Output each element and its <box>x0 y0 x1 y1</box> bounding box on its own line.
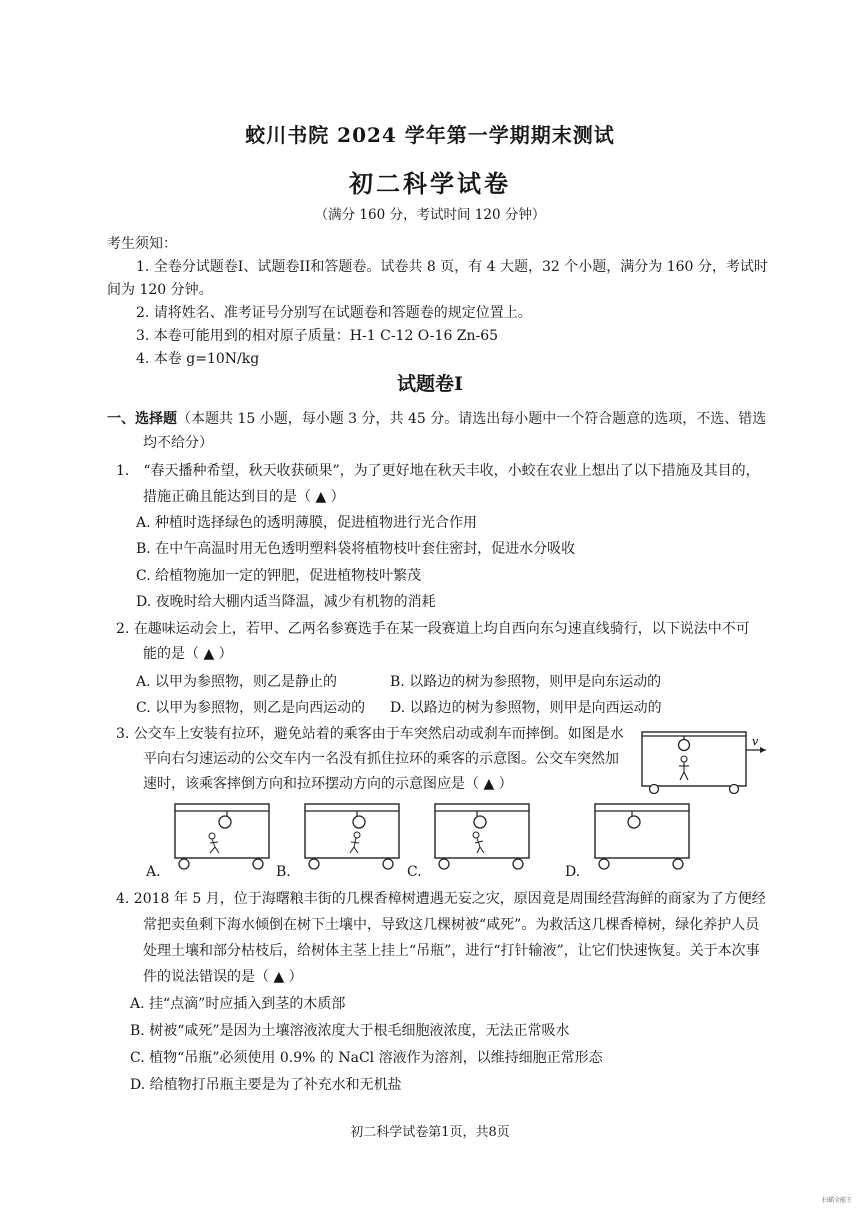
q1-stem-cont: 措施正确且能达到目的是（ ▲ ） <box>143 489 345 505</box>
q4-option-a: A. 挂“点滴”时应插入到茎的木质部 <box>130 996 346 1012</box>
q4-option-d: D. 给植物打吊瓶主要是为了补充水和无机盐 <box>130 1077 402 1093</box>
scanner-watermark <box>822 1197 852 1204</box>
notice-heading: 考生须知： <box>107 236 177 252</box>
notice-item-3: 3. 本卷可能用到的相对原子质量：H-1 C-12 O-16 Zn-65 <box>136 328 499 344</box>
bus-body <box>642 732 746 786</box>
q2-option-c: C. 以甲为参照物，则乙是向西运动的 <box>136 700 366 716</box>
q3-option-c-label: C. <box>407 864 422 880</box>
notice-item-1: 1. 全卷分试题卷I、试题卷II和答题卷。试卷共 8 页，有 4 大题，32 个小题，满分为 160 分，考试时 <box>136 259 768 275</box>
q3-stem-cont: 平向右匀速运动的公交车内一名没有抓住拉环的乘客的示意图。公交车突然加 <box>143 751 619 767</box>
velocity-label: v <box>752 735 759 748</box>
section-title: 试题卷I <box>397 373 463 395</box>
pull-ring <box>679 740 690 751</box>
school-exam-title: 蛟川书院 2024 学年第一学期期末测试 <box>245 123 615 147</box>
q4-option-b: B. 树被“咸死”是因为土壤溶液浓度大于根毛细胞液浓度，无法正常吸水 <box>130 1023 570 1039</box>
q3-option-b-label: B. <box>276 864 291 880</box>
q2-option-d: D. 以路边的树为参照物，则甲是向西运动的 <box>390 700 662 716</box>
q3-option-c-diagram <box>432 802 532 874</box>
q4-stem-cont-3: 件的说法错误的是（ ▲ ） <box>143 969 303 985</box>
notice-item-2: 2. 请将姓名、准考证号分别写在试题卷和答题卷的规定位置上。 <box>136 305 532 321</box>
part1-label: 一、选择题 <box>107 411 177 427</box>
part1-instructions <box>107 410 766 428</box>
q3-option-d-label: D. <box>565 864 581 880</box>
q2-stem-cont: 能的是（ ▲ ） <box>143 646 233 662</box>
q3-option-b-diagram <box>302 802 402 874</box>
q1-option-d: D. 夜晚时给大棚内适当降温，减少有机物的消耗 <box>136 594 436 610</box>
notice-item-4: 4. 本卷 g=10N/kg <box>136 351 260 367</box>
q1-stem: 1. “春天播种希望，秋天收获硕果”，为了更好地在秋天丰收，小蛟在农业上想出了以下措施及其目的， <box>116 463 760 479</box>
q4-stem-cont-2: 处理土壤和部分枯枝后，给树体主茎上挂上“吊瓶”，进行“打针输液”，让它们快速恢复。关于本次事 <box>143 943 760 959</box>
q2-stem: 2. 在趣味运动会上，若甲、乙两名参赛选手在某一段赛道上均自西向东匀速直线骑行，以下说法中不可 <box>116 621 750 637</box>
q1-option-b: B. 在中午高温时用无色透明塑料袋将植物枝叶套住密封，促进水分吸收 <box>136 541 576 557</box>
q3-option-a-diagram <box>172 802 272 874</box>
paper-title: 初二科学试卷 <box>349 169 511 198</box>
q3-stem: 3. 公交车上安装有拉环，避免站着的乘客由于车突然启动或刹车而摔倒。如图是水 <box>116 726 624 742</box>
q3-stem-cont-2: 速时，该乘客摔倒方向和拉环摆动方向的示意图应是（ ▲ ） <box>143 776 513 792</box>
q4-option-c: C. 植物“吊瓶”必须使用 0.9% 的 NaCl 溶液作为溶剂，以维持细胞正常形态 <box>130 1050 603 1066</box>
notice-item-1-cont: 间为 120 分钟。 <box>107 282 213 298</box>
watermark-label: 扫描全能王 <box>822 1197 853 1204</box>
q4-stem-cont: 常把卖鱼剩下海水倾倒在树下土壤中，导致这几棵树被“咸死”。为救活这几棵香樟树，绿化养护人员 <box>143 917 760 933</box>
q1-option-c: C. 给植物施加一定的钾肥，促进植物枝叶繁茂 <box>136 568 422 584</box>
q2-option-a: A. 以甲为参照物，则乙是静止的 <box>136 674 338 690</box>
score-time-info: （满分 160 分，考试时间 120 分钟） <box>314 207 546 223</box>
page-footer: 初二科学试卷第1页，共8页 <box>350 1125 510 1140</box>
part1-desc: （本题共 15 小题，每小题 3 分，共 45 分。请选出每小题中一个符合题意的选项，不选、错选 <box>177 411 767 427</box>
q3-bus-diagram <box>640 720 770 794</box>
q4-stem: 4. 2018 年 5 月，位于海曙粮丰街的几棵香樟树遭遇无妄之灾，原因竟是周围经营海鲜的商家为了方便经 <box>116 891 766 907</box>
passenger-head <box>681 756 687 762</box>
q3-option-d-diagram <box>592 802 692 874</box>
q2-option-b: B. 以路边的树为参照物，则甲是向东运动的 <box>390 674 662 690</box>
part1-desc-cont: 均不给分） <box>143 435 213 451</box>
q3-option-a-label: A. <box>146 864 161 880</box>
q1-option-a: A. 种植时选择绿色的透明薄膜，促进植物进行光合作用 <box>136 515 478 531</box>
